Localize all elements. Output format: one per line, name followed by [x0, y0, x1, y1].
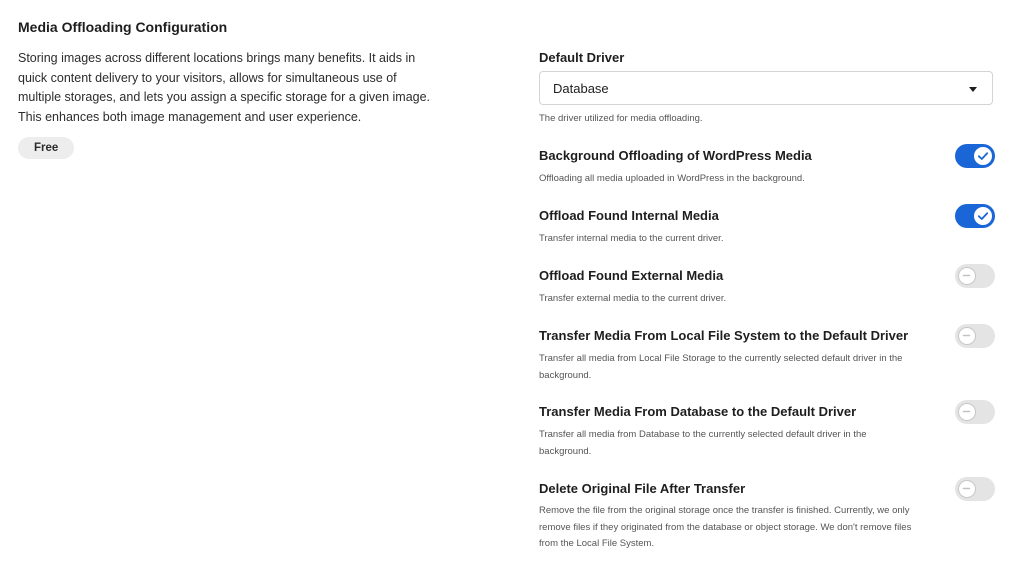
- setting-help-transfer-database: Transfer all media from Database to the currently selected default driver in the background.: [539, 429, 867, 457]
- default-driver-select[interactable]: [539, 71, 993, 105]
- toggle-background-offloading[interactable]: [955, 144, 995, 168]
- default-driver-label: Default Driver: [539, 50, 625, 65]
- setting-help-delete-original: Remove the file from the original storage once the transfer is finished. Currently, we only remove files if they originated from the database or object storage. We don't remove files from the Local File System.: [539, 505, 912, 549]
- setting-label-offload-internal: Offload Found Internal Media: [539, 208, 719, 223]
- default-driver-help: The driver utilized for media offloading.: [539, 113, 703, 124]
- default-driver-value: Database: [553, 81, 609, 96]
- setting-help-offload-internal: Transfer internal media to the current driver.: [539, 233, 724, 244]
- toggle-offload-external[interactable]: [955, 264, 995, 288]
- setting-help-transfer-local: Transfer all media from Local File Storage to the currently selected default driver in the background.: [539, 353, 903, 381]
- setting-label-delete-original: Delete Original File After Transfer: [539, 481, 746, 496]
- section-info: [18, 18, 448, 159]
- minus-icon: [958, 327, 976, 345]
- toggle-transfer-database[interactable]: [955, 400, 995, 424]
- setting-help-offload-external: Transfer external media to the current driver.: [539, 293, 727, 304]
- toggle-delete-original[interactable]: [955, 477, 995, 501]
- minus-icon: [958, 480, 976, 498]
- setting-label-background-offloading: Background Offloading of WordPress Media: [539, 148, 812, 163]
- setting-label-transfer-local: Transfer Media From Local File System to the Default Driver: [539, 328, 909, 343]
- check-icon: [974, 147, 992, 165]
- plan-badge: Free: [18, 137, 74, 159]
- section-description: Storing images across different locations brings many benefits. It aids in quick content delivery to your visitors, allows for simultaneous use of multiple storages, and lets you assign a specific storage for a given image. This enhances both image management and user experience.: [18, 51, 431, 124]
- toggle-transfer-local[interactable]: [955, 324, 995, 348]
- setting-label-transfer-database: Transfer Media From Database to the Default Driver: [539, 404, 857, 419]
- check-icon: [974, 207, 992, 225]
- setting-label-offload-external: Offload Found External Media: [539, 268, 724, 283]
- section-title: Media Offloading Configuration: [18, 19, 228, 35]
- minus-icon: [958, 403, 976, 421]
- caret-down-icon: [969, 87, 977, 92]
- minus-icon: [958, 267, 976, 285]
- setting-help-background-offloading: Offloading all media uploaded in WordPress in the background.: [539, 173, 805, 184]
- toggle-offload-internal[interactable]: [955, 204, 995, 228]
